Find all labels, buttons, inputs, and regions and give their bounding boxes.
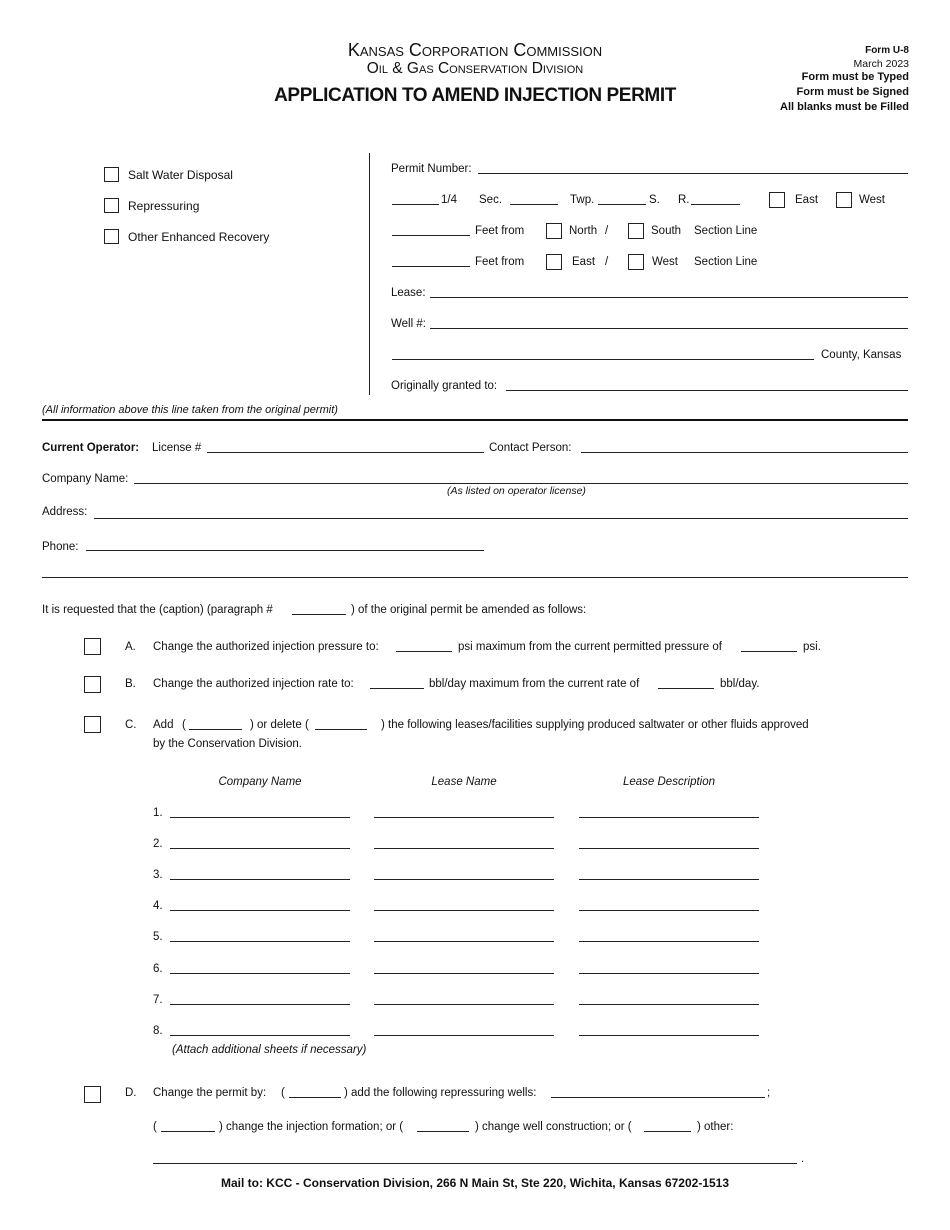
sec-field[interactable] — [510, 204, 558, 205]
header-lease-name: Lease Name — [431, 776, 497, 788]
option-d-checkbox[interactable] — [84, 1086, 101, 1103]
option-c-checkbox[interactable] — [84, 716, 101, 733]
row-lease-name-field[interactable] — [374, 817, 554, 818]
salt-water-disposal-label: Salt Water Disposal — [128, 168, 233, 182]
county-label: County, Kansas — [821, 349, 902, 361]
mail-to: Mail to: KCC - Conservation Division, 266 N Main St, Ste 220, Wichita, Kansas 67202-1513 — [220, 1176, 730, 1190]
new-pressure-field[interactable] — [396, 651, 452, 652]
range-field[interactable] — [691, 204, 740, 205]
phone-label: Phone: — [42, 541, 79, 553]
original-permit-note: (All information above this line taken from the original permit) — [42, 404, 338, 416]
row-company-name-field[interactable] — [170, 973, 350, 974]
option-b-text: Change the authorized injection rate to: — [153, 678, 354, 690]
option-d-change-formation: ) change the injection formation; or ( — [219, 1121, 404, 1133]
row-number: 4. — [153, 900, 163, 912]
option-a-text: Change the authorized injection pressure to: — [153, 641, 379, 653]
option-b-letter: B. — [125, 678, 136, 690]
option-d-period: . — [801, 1153, 805, 1165]
row-number: 3. — [153, 869, 163, 881]
company-name-field[interactable] — [134, 483, 908, 484]
option-c-add: Add — [153, 719, 174, 731]
contact-person-label: Contact Person: — [489, 442, 572, 454]
option-c-text: ) the following leases/facilities supplying produced saltwater or other fluids approved — [381, 719, 809, 731]
current-operator-label: Current Operator: — [42, 442, 140, 454]
form-date: March 2023 — [853, 58, 909, 70]
row-lease-description-field[interactable] — [579, 1035, 759, 1036]
form-number: Form U-8 — [865, 45, 909, 56]
permit-number-field[interactable] — [478, 173, 908, 174]
east-label: East — [572, 256, 596, 268]
other-description-field[interactable] — [153, 1163, 797, 1164]
repressuring-label: Repressuring — [128, 199, 200, 213]
vertical-divider — [369, 153, 370, 395]
row-number: 8. — [153, 1025, 163, 1037]
form-title: APPLICATION TO AMEND INJECTION PERMIT — [274, 85, 676, 106]
option-b-checkbox[interactable] — [84, 676, 101, 693]
contact-person-field[interactable] — [581, 452, 908, 453]
row-company-name-field[interactable] — [170, 879, 350, 880]
twp-label: Twp. — [570, 194, 595, 206]
option-b-end: bbl/day. — [720, 678, 760, 690]
address-label: Address: — [42, 506, 88, 518]
row-lease-description-field[interactable] — [579, 973, 759, 974]
permit-number-label: Permit Number: — [391, 163, 472, 175]
option-b-mid: bbl/day maximum from the current rate of — [429, 678, 640, 690]
option-d-text: Change the permit by: — [153, 1087, 267, 1099]
add-count-field[interactable] — [189, 729, 242, 730]
current-rate-field[interactable] — [658, 688, 714, 689]
row-lease-description-field[interactable] — [579, 910, 759, 911]
range-east-checkbox[interactable] — [769, 192, 785, 208]
lease-label: Lease: — [391, 287, 426, 299]
repressuring-wells-field[interactable] — [551, 1097, 765, 1098]
quarter-label: 1/4 — [441, 194, 457, 206]
other-change-field[interactable] — [644, 1131, 691, 1132]
feet-ns-field[interactable] — [392, 235, 470, 236]
row-number: 5. — [153, 931, 163, 943]
row-lease-name-field[interactable] — [374, 1004, 554, 1005]
north-checkbox[interactable] — [546, 223, 562, 239]
ns-slash: / — [605, 225, 609, 237]
company-name-label: Company Name: — [42, 473, 129, 485]
option-d-other: ) other: — [697, 1121, 734, 1133]
r-label: R. — [678, 194, 690, 206]
feet-from-ew-label: Feet from — [475, 256, 525, 268]
option-a-mid: psi maximum from the current permitted pressure of — [458, 641, 722, 653]
row-lease-name-field[interactable] — [374, 973, 554, 974]
feet-from-ns-label: Feet from — [475, 225, 525, 237]
row-number: 6. — [153, 963, 163, 975]
row-company-name-field[interactable] — [170, 1004, 350, 1005]
construction-change-field[interactable] — [417, 1131, 469, 1132]
row-lease-description-field[interactable] — [579, 941, 759, 942]
row-company-name-field[interactable] — [170, 941, 350, 942]
range-west-label: West — [859, 194, 885, 206]
feet-ew-field[interactable] — [392, 266, 470, 267]
license-label: License # — [152, 442, 202, 454]
option-d-paren-open-2: ( — [153, 1121, 157, 1133]
row-company-name-field[interactable] — [170, 910, 350, 911]
license-field[interactable] — [207, 452, 484, 453]
west-label: West — [652, 256, 678, 268]
agency-name: Kansas Corporation Commission — [347, 40, 603, 60]
option-a-end: psi. — [803, 641, 821, 653]
row-lease-name-field[interactable] — [374, 1035, 554, 1036]
option-c-paren-open: ( — [182, 719, 186, 731]
phone-field[interactable] — [86, 550, 484, 551]
option-a-checkbox[interactable] — [84, 638, 101, 655]
range-west-checkbox[interactable] — [836, 192, 852, 208]
ns-section-line-label: Section Line — [694, 225, 758, 237]
row-number: 7. — [153, 994, 163, 1006]
row-company-name-field[interactable] — [170, 1035, 350, 1036]
option-c-letter: C. — [125, 719, 137, 731]
range-east-label: East — [795, 194, 819, 206]
header-lease-description: Lease Description — [622, 776, 716, 788]
originally-granted-field[interactable] — [506, 390, 908, 391]
quarter-field[interactable] — [392, 204, 439, 205]
attach-note: (Attach additional sheets if necessary) — [172, 1044, 367, 1056]
new-rate-field[interactable] — [370, 688, 424, 689]
s-label: S. — [649, 194, 660, 206]
address-field[interactable] — [94, 518, 908, 519]
paragraph-number-field[interactable] — [292, 614, 346, 615]
row-lease-name-field[interactable] — [374, 879, 554, 880]
sec-label: Sec. — [479, 194, 503, 206]
other-enhanced-recovery-label: Other Enhanced Recovery — [128, 230, 270, 244]
option-a-letter: A. — [125, 641, 136, 653]
header-company-name: Company Name — [218, 776, 302, 788]
row-company-name-field[interactable] — [170, 817, 350, 818]
section-divider — [42, 419, 908, 421]
request-intro-suffix: ) of the original permit be amended as follows: — [351, 604, 587, 616]
row-number: 2. — [153, 838, 163, 850]
row-lease-name-field[interactable] — [374, 910, 554, 911]
ew-section-line-label: Section Line — [694, 256, 758, 268]
ew-slash: / — [605, 256, 609, 268]
row-lease-name-field[interactable] — [374, 941, 554, 942]
well-number-field[interactable] — [430, 328, 908, 329]
repressuring-checkbox[interactable] — [104, 198, 119, 213]
option-c-text-2: by the Conservation Division. — [153, 738, 302, 750]
other-enhanced-recovery-checkbox[interactable] — [104, 229, 119, 244]
south-label: South — [651, 225, 682, 237]
row-lease-description-field[interactable] — [579, 1004, 759, 1005]
row-lease-description-field[interactable] — [579, 817, 759, 818]
row-lease-description-field[interactable] — [579, 848, 759, 849]
salt-water-disposal-checkbox[interactable] — [104, 167, 119, 182]
lease-field[interactable] — [430, 297, 908, 298]
notice-blanks: All blanks must be Filled — [780, 101, 909, 113]
option-d-letter: D. — [125, 1087, 137, 1099]
north-label: North — [569, 225, 598, 237]
option-d-semicolon: ; — [767, 1087, 771, 1099]
county-field[interactable] — [392, 359, 814, 360]
row-number: 1. — [153, 807, 163, 819]
delete-count-field[interactable] — [315, 729, 367, 730]
operator-divider — [42, 577, 908, 578]
row-lease-name-field[interactable] — [374, 848, 554, 849]
add-wells-count-field[interactable] — [289, 1097, 341, 1098]
row-company-name-field[interactable] — [170, 848, 350, 849]
current-pressure-field[interactable] — [741, 651, 797, 652]
row-lease-description-field[interactable] — [579, 879, 759, 880]
originally-granted-label: Originally granted to: — [391, 380, 498, 392]
twp-field[interactable] — [598, 204, 646, 205]
west-checkbox[interactable] — [628, 254, 644, 270]
south-checkbox[interactable] — [628, 223, 644, 239]
formation-change-field[interactable] — [161, 1131, 215, 1132]
option-d-change-construction: ) change well construction; or ( — [475, 1121, 632, 1133]
east-checkbox[interactable] — [546, 254, 562, 270]
option-d-add-wells: ) add the following repressuring wells: — [344, 1087, 537, 1099]
license-note: (As listed on operator license) — [447, 485, 586, 497]
well-number-label: Well #: — [391, 318, 426, 330]
request-intro-prefix: It is requested that the (caption) (paragraph # — [42, 604, 273, 616]
notice-signed: Form must be Signed — [796, 86, 909, 98]
notice-typed: Form must be Typed — [801, 71, 909, 83]
option-c-or-delete: ) or delete ( — [250, 719, 309, 731]
division-name: Oil & Gas Conservation Division — [366, 60, 584, 77]
option-d-paren-open: ( — [281, 1087, 285, 1099]
